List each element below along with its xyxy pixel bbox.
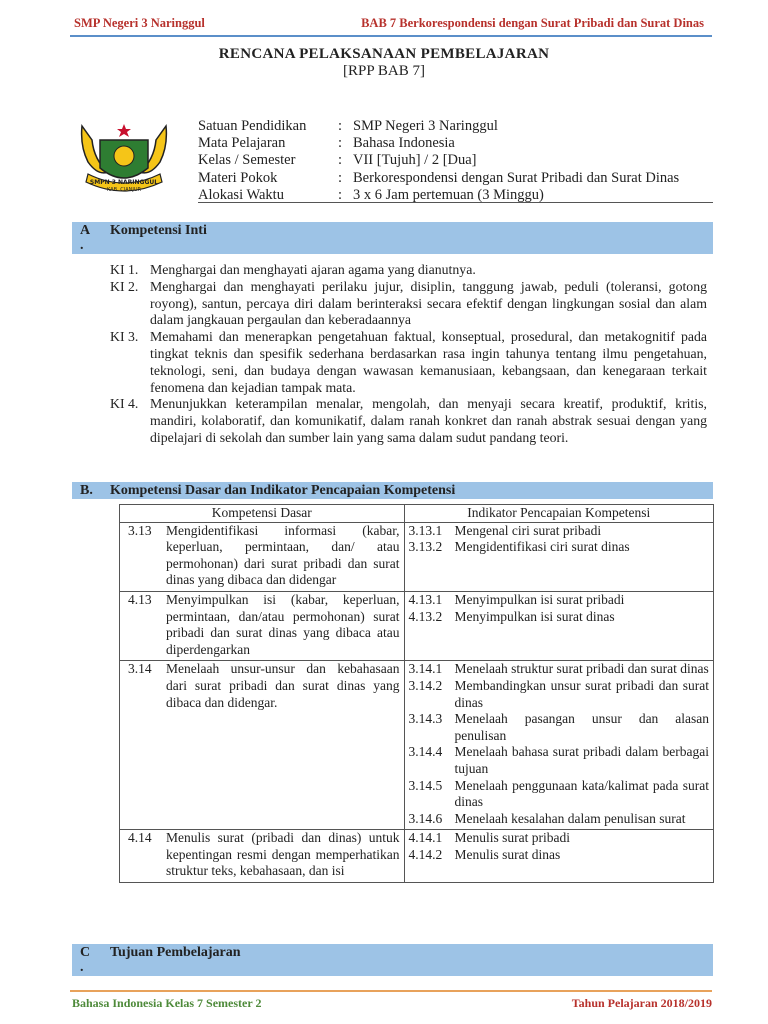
indicator-text: Menelaah bahasa surat pribadi dalam berbagai tujuan — [454, 744, 709, 776]
kd-entry — [124, 592, 400, 658]
indicator-number: 3.14.5 — [408, 777, 443, 793]
identity-key: Kelas / Semester — [198, 152, 296, 169]
identity-rule — [198, 202, 713, 203]
indicator-text: Mengidentifikasi ciri surat dinas — [454, 539, 630, 555]
section-c-dot: . — [80, 960, 84, 975]
kd-text: Menyimpulkan isi (kabar, keperluan, permintaan, dan/atau permohonan) surat pribadi dan surat dinas yang dibaca atau diperdengarkan — [166, 591, 400, 657]
identity-value: SMP Negeri 3 Naringgul — [353, 118, 498, 134]
section-a-title: Kompetensi Inti — [110, 223, 207, 238]
kd-table — [119, 504, 714, 883]
kd-table-row — [120, 661, 714, 830]
header-rule — [70, 35, 712, 37]
section-b-header — [72, 482, 713, 499]
section-a-letter: A — [80, 223, 91, 238]
ki-text: Memahami dan menerapkan pengetahuan faktual, konseptual, prosedural, dan metakognitif pada tingkat teknis dan spesifik sederhana berdasarkan rasa ingin tahunya tentang ilmu pengetahuan, teknologi, seni, dan budaya dengan wawasan kemanusiaan, kebangsaan, dan kenegaraan terkait fenomena dan kejadian tampak mata. — [150, 329, 707, 395]
indicator-number: 4.13.2 — [408, 608, 443, 624]
kd-entry — [124, 830, 400, 880]
indicator-text: Menelaah penggunaan kata/kalimat pada surat dinas — [454, 777, 709, 810]
section-b-letter: B. — [80, 483, 93, 498]
kd-table-header-row — [120, 505, 714, 523]
kd-table-row — [120, 830, 714, 883]
indicator-text: Membandingkan unsur surat pribadi dan surat dinas — [454, 677, 709, 710]
section-c-letter: C — [80, 945, 91, 960]
identity-colon: : — [338, 186, 343, 203]
indicator-item — [409, 523, 709, 540]
identity-colon: : — [338, 135, 343, 152]
indicator-number: 3.13.2 — [408, 539, 443, 555]
ki-item — [110, 262, 707, 279]
indicator-item — [409, 678, 709, 711]
indicator-item — [409, 744, 709, 777]
identity-colon: : — [338, 118, 343, 134]
ki-item — [110, 396, 707, 446]
identity-key: Satuan Pendidikan — [198, 118, 307, 134]
footer-rule — [70, 990, 712, 992]
indicator-number: 3.14.6 — [408, 810, 443, 826]
indicator-text: Menelaah pasangan unsur dan alasan penulisan — [454, 711, 709, 743]
kd-cell — [120, 591, 405, 660]
indicator-cell — [404, 522, 713, 591]
ki-number: KI 2. — [110, 278, 139, 294]
title-main: RENCANA PELAKSANAAN PEMBELAJARAN — [218, 46, 550, 62]
kd-number: 4.14 — [128, 830, 152, 846]
kd-text: Menelaah unsur-unsur dan kebahasaan dari surat pribadi dan surat dinas yang dibaca dan didengar. — [166, 661, 400, 710]
ki-text: Menunjukkan keterampilan menalar, mengolah, dan menyaji secara kreatif, produktif, kritis, mandiri, kolaboratif, dan komunikatif, dalam ranah konkret dan ranah abstrak sesuai dengan yang dipelajari di sekolah dan sumber lain yang sama dalam sudut pandang teori. — [150, 396, 707, 445]
indicator-cell — [404, 661, 713, 830]
indicator-text: Menyimpulkan isi surat pribadi — [454, 591, 625, 607]
indicator-number: 4.14.1 — [408, 830, 443, 846]
page-header — [70, 14, 712, 34]
identity-colon: : — [338, 169, 343, 186]
kd-cell — [120, 830, 405, 883]
indicator-item — [409, 847, 709, 864]
kd-cell — [120, 661, 405, 830]
indicator-text: Menulis surat dinas — [454, 846, 561, 862]
identity-value: 3 x 6 Jam pertemuan (3 Minggu) — [353, 186, 544, 203]
indicator-item — [409, 811, 709, 828]
identity-row — [198, 118, 713, 135]
kd-entry — [124, 523, 400, 589]
identity-key: Mata Pelajaran — [198, 135, 286, 152]
ki-item — [110, 279, 707, 329]
indicator-text: Mengenal ciri surat pribadi — [454, 522, 602, 538]
ki-number: KI 3. — [110, 329, 139, 345]
identity-value: VII [Tujuh] / 2 [Dua] — [353, 152, 477, 169]
ki-text: Menghargai dan menghayati ajaran agama yang dianutnya. — [150, 262, 476, 277]
indicator-item — [409, 539, 709, 556]
identity-colon: : — [338, 152, 343, 169]
kd-entry — [124, 661, 400, 711]
kd-number: 4.13 — [128, 591, 152, 607]
identity-row — [198, 170, 713, 187]
indicator-item — [409, 592, 709, 609]
indicator-text: Menelaah kesalahan dalam penulisan surat — [454, 810, 686, 826]
indicator-number: 3.14.1 — [408, 661, 443, 677]
kd-text: Mengidentifikasi informasi (kabar, keperluan, permintaan, dan/ atau permohonan) dari surat pribadi dan surat dinas yang dibaca dan didengar — [166, 522, 400, 588]
kd-table-row — [120, 591, 714, 660]
indicator-item — [409, 778, 709, 811]
logo-text-region: KAB. CIANJUR — [107, 187, 141, 193]
indicator-cell — [404, 591, 713, 660]
section-a-dot: . — [80, 238, 84, 253]
header-school: SMP Negeri 3 Naringgul — [74, 16, 205, 30]
ki-number: KI 1. — [110, 262, 139, 277]
identity-key: Alokasi Waktu — [198, 186, 284, 203]
ki-text: Menghargai dan menghayati perilaku jujur, disiplin, tanggung jawab, peduli (toleransi, gotong royong), santun, percaya diri dalam berinteraksi secara efektif dengan lingkungan sosial dan alam dalam jangkauan pergaulan dan keberadaannya — [150, 278, 707, 328]
indicator-item — [409, 609, 709, 626]
indicator-item — [409, 711, 709, 744]
indicator-text: Menulis surat pribadi — [454, 830, 571, 846]
indicator-number: 3.14.4 — [408, 744, 443, 760]
school-logo — [78, 116, 170, 198]
kd-number: 3.13 — [128, 522, 152, 538]
section-c-title: Tujuan Pembelajaran — [110, 945, 241, 960]
identity-row — [198, 135, 713, 152]
kd-col-header: Kompetensi Dasar — [120, 505, 405, 523]
identity-value: Berkorespondensi dengan Surat Pribadi dan Surat Dinas — [353, 169, 680, 186]
ki-number: KI 4. — [110, 396, 139, 412]
ki-item — [110, 329, 707, 396]
identity-row — [198, 152, 713, 169]
identity-block — [198, 118, 713, 204]
kd-table-row — [120, 522, 714, 591]
indicator-item — [409, 661, 709, 678]
kompetensi-inti-list — [110, 262, 707, 447]
document-title — [0, 46, 768, 80]
identity-value: Bahasa Indonesia — [353, 135, 455, 152]
section-a-header — [72, 222, 713, 254]
indicator-text: Menelaah struktur surat pribadi dan surat dinas — [454, 661, 709, 677]
indicator-col-header: Indikator Pencapaian Kompetensi — [404, 505, 713, 523]
section-c-header — [72, 944, 713, 976]
indicator-cell — [404, 830, 713, 883]
kd-text: Menulis surat (pribadi dan dinas) untuk kepentingan resmi dengan memperhatikan struktur teks, kebahasaan, dan isi — [166, 830, 400, 879]
kd-number: 3.14 — [128, 661, 152, 677]
kd-cell — [120, 522, 405, 591]
indicator-number: 4.14.2 — [408, 846, 443, 862]
logo-text-school: SMPN 3 NARINGGUL — [89, 179, 159, 186]
indicator-number: 4.13.1 — [408, 591, 443, 607]
indicator-number: 3.14.2 — [408, 677, 443, 693]
section-b-title: Kompetensi Dasar dan Indikator Pencapaian Kompetensi — [110, 483, 456, 498]
identity-key: Materi Pokok — [198, 169, 278, 186]
indicator-item — [409, 830, 709, 847]
indicator-number: 3.14.3 — [408, 711, 443, 727]
footer-subject: Bahasa Indonesia Kelas 7 Semester 2 — [72, 996, 262, 1010]
header-chapter: BAB 7 Berkorespondensi dengan Surat Pribadi dan Surat Dinas — [361, 16, 704, 30]
footer-year: Tahun Pelajaran 2018/2019 — [571, 996, 712, 1010]
indicator-text: Menyimpulkan isi surat dinas — [454, 608, 615, 624]
title-sub: [RPP BAB 7] — [343, 63, 425, 79]
indicator-number: 3.13.1 — [408, 522, 443, 538]
